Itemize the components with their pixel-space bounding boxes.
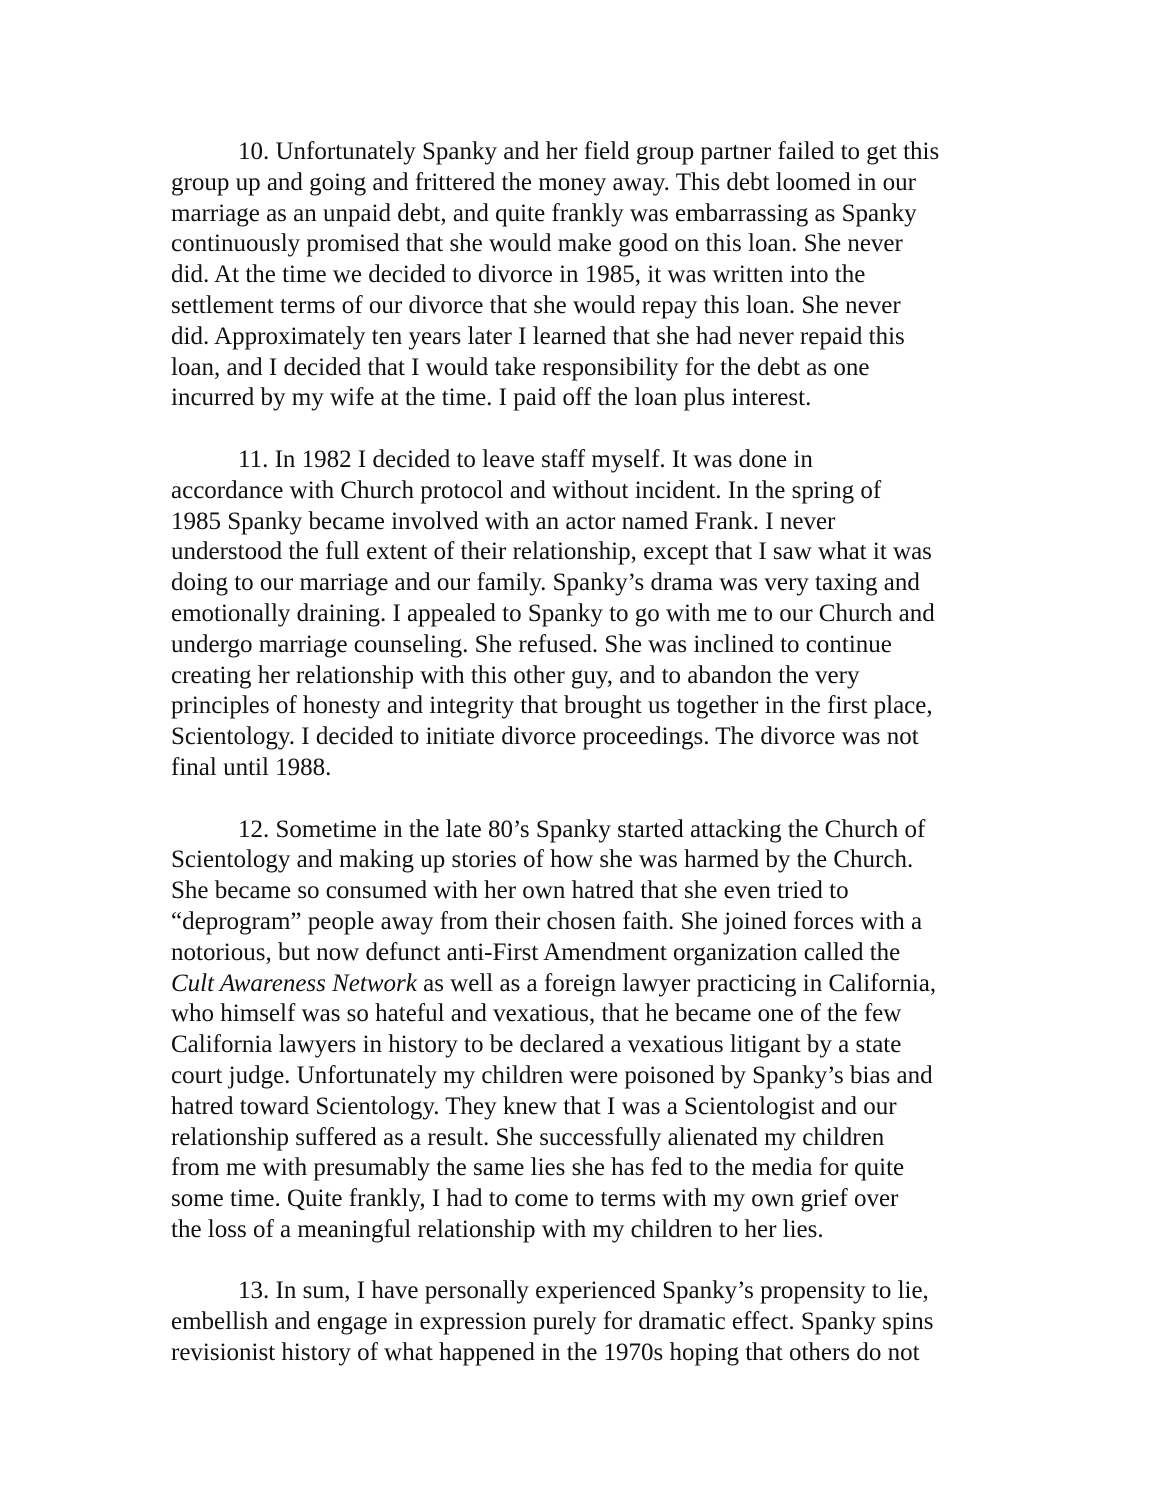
text-line: loan, and I decided that I would take responsibility for the debt as one <box>171 353 870 381</box>
text-line: some time. Quite frankly, I had to come to terms with my own grief over <box>171 1185 899 1213</box>
text-line: marriage as an unpaid debt, and quite frankly was embarrassing as Spanky <box>171 199 917 227</box>
text-line: notorious, but now defunct anti-First Amendment organization called the <box>171 938 901 966</box>
text-line: principles of honesty and integrity that brought us together in the first place, <box>171 692 933 720</box>
text-line: 13. In sum, I have personally experienced Spanky’s propensity to lie, <box>238 1277 929 1305</box>
paragraph-13 <box>171 1276 1001 1368</box>
text-line: embellish and engage in expression purely for dramatic effect. Spanky spins <box>171 1308 934 1336</box>
text-line: Scientology and making up stories of how she was harmed by the Church. <box>171 846 914 874</box>
text-line: did. At the time we decided to divorce in 1985, it was written into the <box>171 261 866 289</box>
text-line: 12. Sometime in the late 80’s Spanky started attacking the Church of <box>238 815 926 843</box>
text-line: final until 1988. <box>171 753 332 781</box>
paragraph-11 <box>171 445 1001 784</box>
paragraph-10 <box>171 137 1001 414</box>
line-remainder: as well as a foreign lawyer practicing in California, <box>416 969 937 997</box>
document-body <box>171 137 1001 1400</box>
text-line: group up and going and frittered the money away. This debt loomed in our <box>171 168 916 196</box>
organization-name: Cult Awareness Network <box>171 969 417 997</box>
text-line: California lawyers in history to be declared a vexatious litigant by a state <box>171 1031 902 1059</box>
text-line: from me with presumably the same lies she has fed to the media for quite <box>171 1154 905 1182</box>
text-line: Scientology. I decided to initiate divorce proceedings. The divorce was not <box>171 723 919 751</box>
text-line: 1985 Spanky became involved with an actor named Frank. I never <box>171 507 836 535</box>
text-line-mixed <box>171 969 1001 1000</box>
text-line: who himself was so hateful and vexatious, that he became one of the few <box>171 1000 902 1028</box>
text-line: doing to our marriage and our family. Spanky’s drama was very taxing and <box>171 569 920 597</box>
paragraph-12 <box>171 815 1001 1246</box>
text-line: the loss of a meaningful relationship with my children to her lies. <box>171 1215 824 1243</box>
text-line: understood the full extent of their relationship, except that I saw what it was <box>171 538 932 566</box>
text-line: did. Approximately ten years later I learned that she had never repaid this <box>171 322 905 350</box>
text-line: continuously promised that she would make good on this loan. She never <box>171 230 903 258</box>
text-line: undergo marriage counseling. She refused. She was inclined to continue <box>171 630 892 658</box>
text-line: 11. In 1982 I decided to leave staff myself. It was done in <box>238 445 813 473</box>
text-line: She became so consumed with her own hatred that she even tried to <box>171 877 849 905</box>
text-line: accordance with Church protocol and without incident. In the spring of <box>171 476 882 504</box>
text-line: 10. Unfortunately Spanky and her field group partner failed to get this <box>238 138 940 165</box>
text-line: “deprogram” people away from their chosen faith. She joined forces with a <box>171 907 923 935</box>
text-line: hatred toward Scientology. They knew that I was a Scientologist and our <box>171 1092 897 1120</box>
text-line: revisionist history of what happened in the 1970s hoping that others do not <box>171 1339 920 1367</box>
text-line: relationship suffered as a result. She successfully alienated my children <box>171 1123 885 1151</box>
text-line: court judge. Unfortunately my children were poisoned by Spanky’s bias and <box>171 1061 933 1089</box>
text-line: settlement terms of our divorce that she would repay this loan. She never <box>171 291 901 319</box>
text-line: incurred by my wife at the time. I paid off the loan plus interest. <box>171 384 812 412</box>
text-line: emotionally draining. I appealed to Spanky to go with me to our Church and <box>171 599 935 627</box>
text-line: creating her relationship with this other guy, and to abandon the very <box>171 661 860 689</box>
